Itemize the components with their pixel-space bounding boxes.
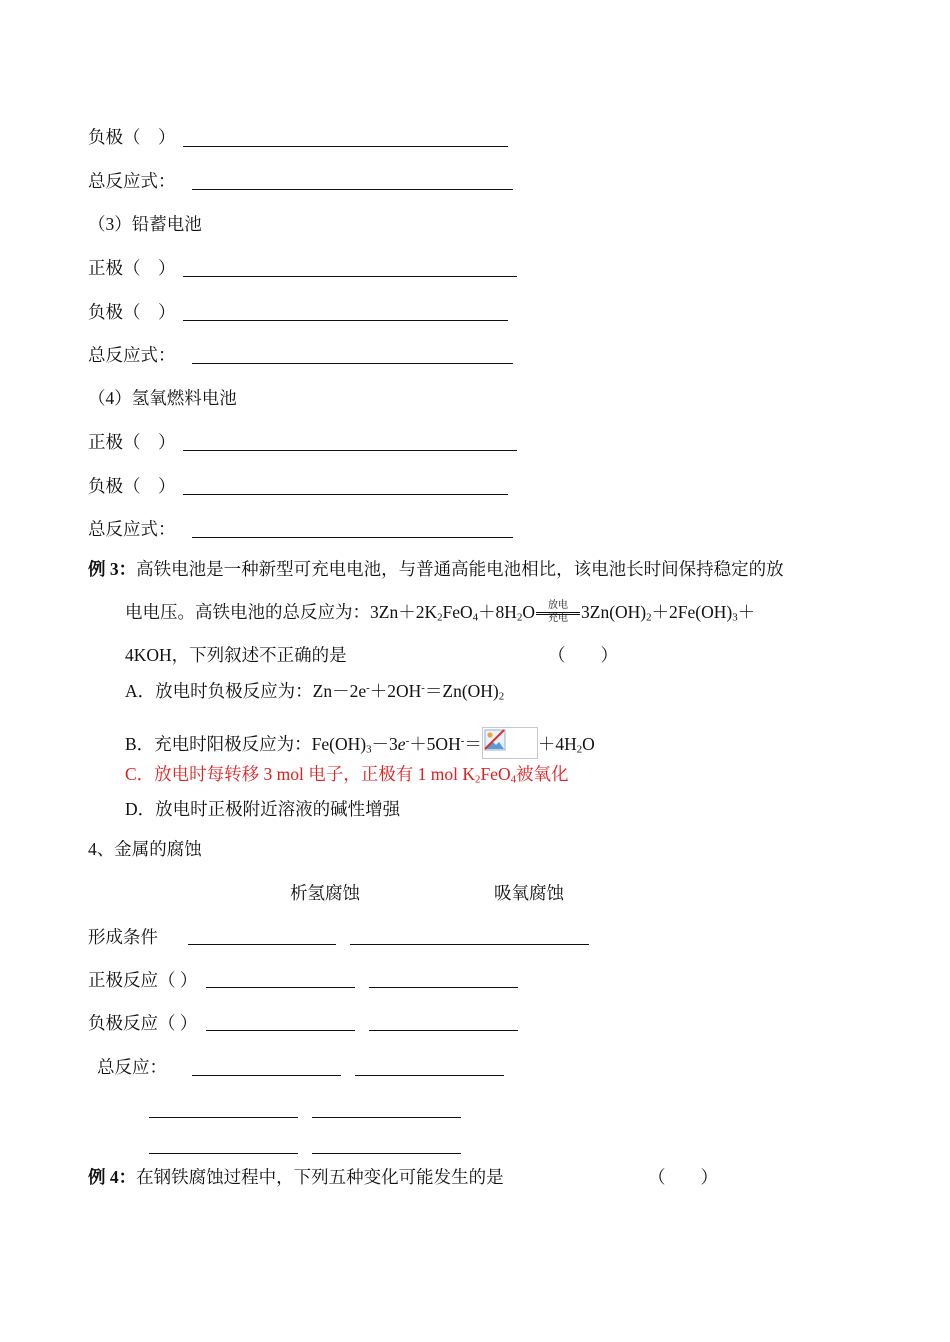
- row-label-total: 总反应：: [97, 1057, 167, 1077]
- total-reaction-label: 总反应式：: [88, 345, 176, 365]
- pos-electrode-blank[interactable]: [183, 450, 517, 451]
- extra-blank-2a[interactable]: [149, 1153, 298, 1154]
- column-header-hydrogen-evolution: 析氢腐蚀: [290, 883, 360, 903]
- positive-blank-hydrogen[interactable]: [206, 987, 355, 988]
- section-title-lead-battery: （3）铅蓄电池: [88, 214, 202, 234]
- negative-blank-hydrogen[interactable]: [206, 1030, 355, 1031]
- positive-blank-oxygen[interactable]: [369, 987, 518, 988]
- neg-electrode-label: 负极（ ）: [88, 476, 176, 496]
- total-reaction-label: 总反应式：: [88, 171, 176, 191]
- row-label-negative: 负极反应（ ）: [88, 1013, 198, 1033]
- equation-products: $3Zn(OH)_2+2Fe(OH)_3+$: [581, 602, 756, 624]
- option-b[interactable]: B．充电时阳极反应为：$Fe(OH)_3-3e^-+5OH^-= +4H_2O$: [125, 727, 595, 759]
- example-4-label: 例 4：: [88, 1167, 137, 1187]
- arrow-label-charge: 充电: [548, 613, 569, 624]
- option-a[interactable]: A．放电时负极反应为：$Zn-2e^-+2OH^-=Zn(OH)_2$: [125, 681, 505, 703]
- neg-electrode-blank[interactable]: [183, 146, 508, 147]
- pos-electrode-label: 正极（ ）: [88, 432, 176, 452]
- neg-electrode-blank[interactable]: [183, 320, 508, 321]
- equation-reactants: $3Zn+2K_2FeO_4+8H_2O$: [370, 602, 536, 624]
- pos-electrode-blank[interactable]: [183, 276, 517, 277]
- example-4-line: [88, 1165, 504, 1189]
- row-label-positive: 正极反应（ ）: [88, 970, 198, 990]
- broken-image-icon: [482, 727, 538, 759]
- neg-electrode-label: 负极（ ）: [88, 302, 176, 322]
- answer-paren[interactable]: （ ）: [548, 645, 618, 665]
- row-label-condition: 形成条件: [88, 927, 158, 947]
- option-c-highlighted[interactable]: C．放电时每转移 3 mol 电子，正极有 1 mol $K_2FeO_4$被氧化: [125, 764, 569, 786]
- total-reaction-label: 总反应式：: [88, 519, 176, 539]
- condition-blank-oxygen[interactable]: [350, 944, 589, 945]
- extra-blank-2b[interactable]: [312, 1153, 461, 1154]
- example-4-question-text: 在钢铁腐蚀过程中，下列五种变化可能发生的是: [136, 1167, 504, 1187]
- column-header-oxygen-absorption: 吸氧腐蚀: [494, 883, 564, 903]
- total-blank-hydrogen[interactable]: [192, 1075, 341, 1076]
- example-3-label: 例 3：: [88, 559, 137, 579]
- answer-paren[interactable]: （ ）: [648, 1167, 718, 1187]
- option-d[interactable]: D．放电时正极附近溶液的碱性增强: [125, 799, 401, 819]
- extra-blank-1b[interactable]: [312, 1117, 461, 1118]
- total-reaction-blank[interactable]: [192, 189, 513, 190]
- total-reaction-blank[interactable]: [192, 537, 513, 538]
- pos-electrode-label: 正极（ ）: [88, 258, 176, 278]
- example-3-line-2: [125, 600, 755, 624]
- negative-blank-oxygen[interactable]: [369, 1030, 518, 1031]
- neg-electrode-label: 负极（ ）: [88, 127, 176, 147]
- example-3-question-text: 高铁电池是一种新型可充电电池，与普通高能电池相比，该电池长时间保持稳定的放: [136, 559, 784, 579]
- neg-electrode-blank[interactable]: [183, 494, 508, 495]
- reversible-arrow: [535, 600, 581, 624]
- extra-blank-1a[interactable]: [149, 1117, 298, 1118]
- condition-blank-hydrogen[interactable]: [188, 944, 336, 945]
- total-reaction-blank[interactable]: [192, 363, 513, 364]
- arrow-label-discharge: 放电: [548, 600, 569, 611]
- total-blank-oxygen[interactable]: [355, 1075, 504, 1076]
- section-title-fuel-cell: （4）氢氧燃料电池: [88, 388, 237, 408]
- example-3-line-1: [88, 557, 784, 581]
- example-3-line-2-prefix: 电电压。高铁电池的总反应为：: [125, 602, 370, 622]
- section-title-corrosion: 4、金属的腐蚀: [88, 839, 202, 859]
- example-3-line-3: 4KOH，下列叙述不正确的是: [125, 645, 347, 665]
